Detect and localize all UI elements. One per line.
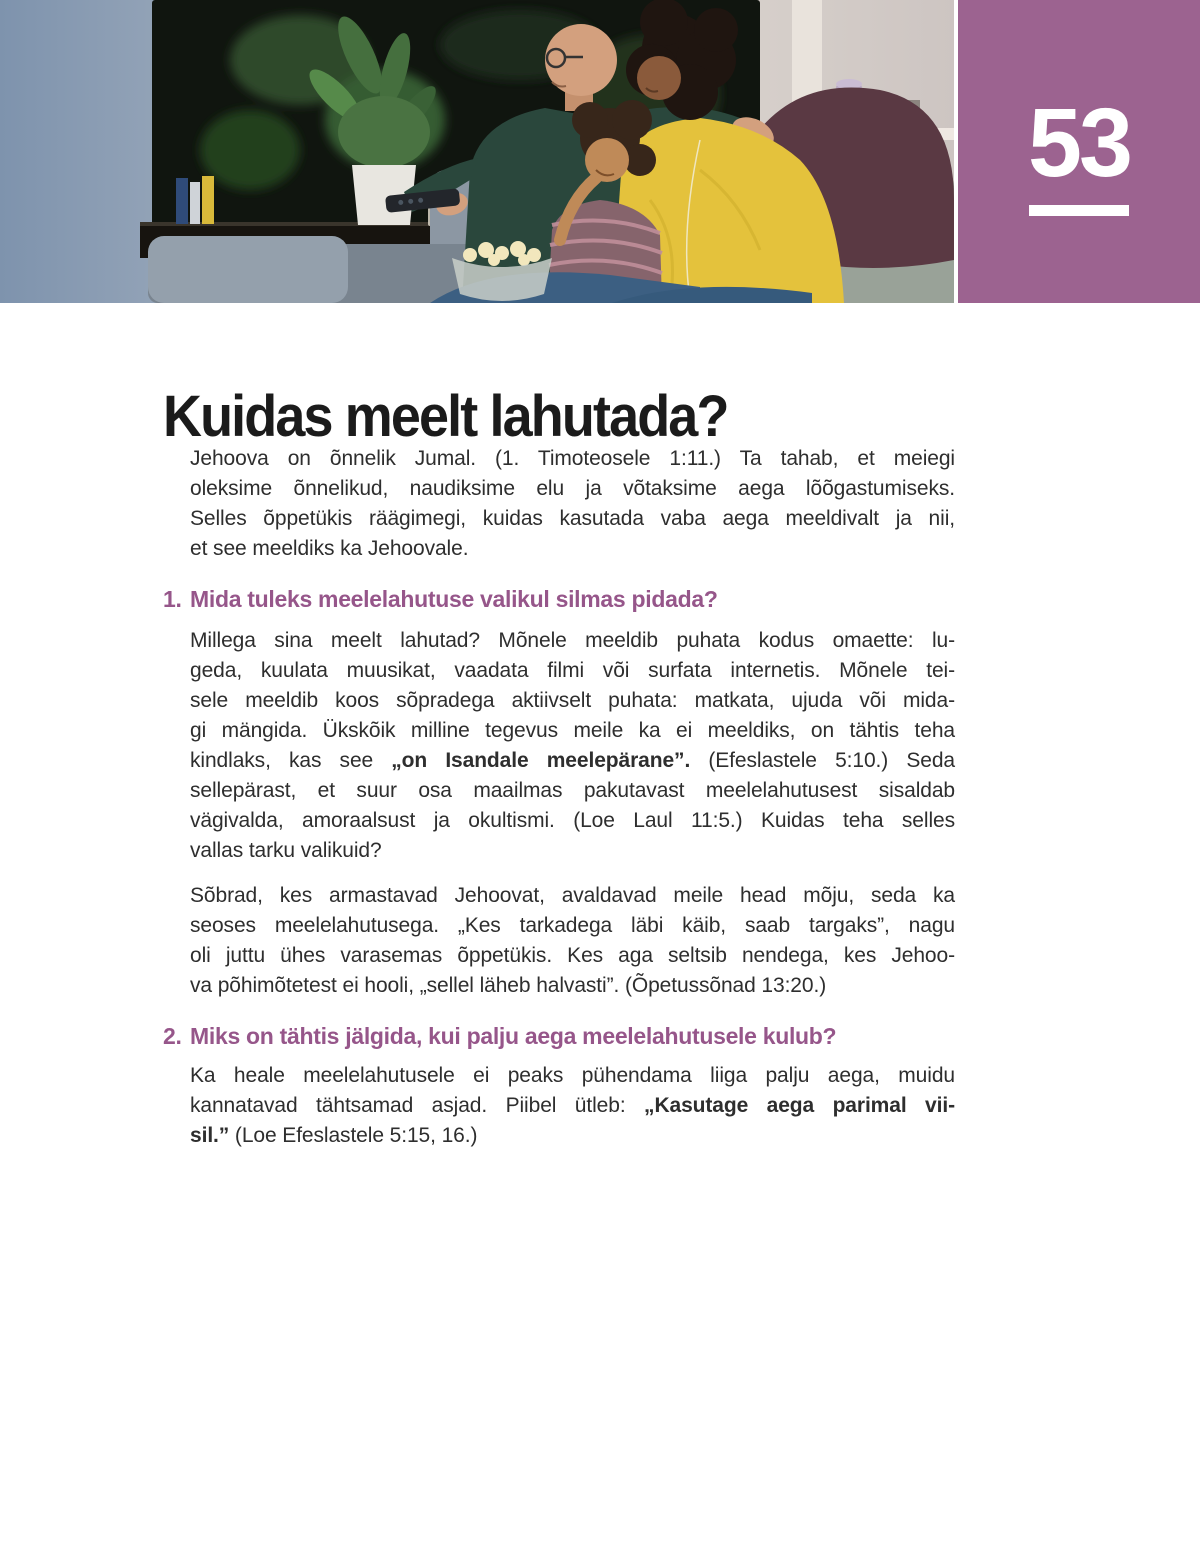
hero-photo	[0, 0, 954, 303]
article-body	[163, 444, 955, 1151]
text-line	[190, 836, 955, 866]
body-text: Ka heale meelelahutusele ei peaks pühendama liiga palju aega, muidu	[190, 1064, 955, 1087]
question-text: Mida tuleks meelelahutuse valikul silmas pidada?	[190, 586, 718, 612]
hero-photo-illustration	[0, 0, 954, 303]
text-line	[190, 716, 955, 746]
body-text: seoses meelelahutusega. „Kes tarkadega läbi käib, saab targaks”, nagu	[190, 914, 955, 937]
lesson-number: 53	[1028, 88, 1130, 198]
text-line	[190, 1061, 955, 1091]
body-text: Millega sina meelt lahutad? Mõnele meeldib puhata kodus omaette: lu-	[190, 629, 955, 652]
potted-plant	[338, 96, 430, 168]
body-text: kindlaks, kas see	[190, 749, 392, 772]
body-text: sele meeldib koos sõpradega aktiivselt puhata: matkata, ujuda või mida-	[190, 689, 955, 712]
body-text: oli juttu ühes varasemas õppetükis. Kes aga seltsib nendega, kes Jehoo-	[190, 944, 955, 967]
body-text: (Efeslastele 5:10.) Seda	[690, 749, 955, 772]
bold-scripture-text: sil.”	[190, 1124, 230, 1147]
text-line	[190, 504, 955, 534]
lesson-number-badge	[958, 0, 1200, 303]
paragraph	[190, 881, 955, 1001]
question-number: 1.	[163, 586, 182, 612]
body-text: gi mängida. Ükskõik milline tegevus meile ka ei meeldiks, on tähtis teha	[190, 719, 955, 742]
body-text: va põhimõtetest ei hooli, „sellel läheb halvasti”. (Õpetussõnad 13:20.)	[190, 974, 827, 997]
text-line	[190, 626, 955, 656]
body-text: Sõbrad, kes armastavad Jehoovat, avaldavad meile head mõju, seda ka	[190, 884, 955, 907]
text-line	[190, 911, 955, 941]
body-text: sellepärast, et suur osa maailmas pakutavast meelelahutusest sisaldab	[190, 779, 955, 802]
lesson-number-underline	[1029, 205, 1129, 216]
body-text: vallas tarku valikuid?	[190, 839, 382, 862]
text-line	[190, 474, 955, 504]
body-text: vägivalda, amoraalsust ja okultismi. (Loe Laul 11:5.) Kuidas teha selles	[190, 809, 955, 832]
paragraph	[190, 444, 955, 564]
text-line	[190, 806, 955, 836]
text-line	[190, 776, 955, 806]
body-text: et see meeldiks ka Jehoovale.	[190, 537, 469, 560]
question-number: 2.	[163, 1023, 182, 1049]
body-text: oleksime õnnelikud, naudiksime elu ja võtaksime aega lõõgastumiseks.	[190, 477, 955, 500]
text-line	[190, 881, 955, 911]
text-line	[190, 971, 955, 1001]
text-line	[190, 1091, 955, 1121]
question-text: Miks on tähtis jälgida, kui palju aega meelelahutusele kulub?	[190, 1023, 837, 1049]
text-line	[190, 746, 955, 776]
question-heading	[163, 584, 955, 614]
body-text: (Loe Efeslastele 5:15, 16.)	[229, 1124, 478, 1147]
question-heading	[163, 1021, 955, 1051]
bold-scripture-text: „on Isandale meelepärane”.	[391, 749, 691, 772]
page-title: Kuidas meelt lahutada?	[163, 383, 728, 449]
body-text: Jehoova on õnnelik Jumal. (1. Timoteosele 1:11.) Ta tahab, et meiegi	[190, 447, 955, 470]
bold-scripture-text: „Kasutage aega parimal vii-	[644, 1094, 955, 1117]
text-line	[190, 656, 955, 686]
body-text: geda, kuulata muusikat, vaadata filmi või surfata internetis. Mõnele tei-	[190, 659, 955, 682]
text-line	[190, 534, 955, 564]
text-line	[190, 444, 955, 474]
book	[202, 176, 214, 224]
text-line	[190, 941, 955, 971]
text-line	[190, 1121, 955, 1151]
body-text: kannatavad tähtsamad asjad. Piibel ütleb:	[190, 1094, 645, 1117]
text-line	[190, 686, 955, 716]
popcorn-bowl	[452, 241, 552, 301]
body-text: Selles õppetükis räägimegi, kuidas kasutada vaba aega meeldivalt ja nii,	[190, 507, 955, 530]
book	[176, 178, 188, 224]
paragraph	[190, 1061, 955, 1151]
paragraph	[190, 626, 955, 866]
book	[190, 182, 200, 224]
